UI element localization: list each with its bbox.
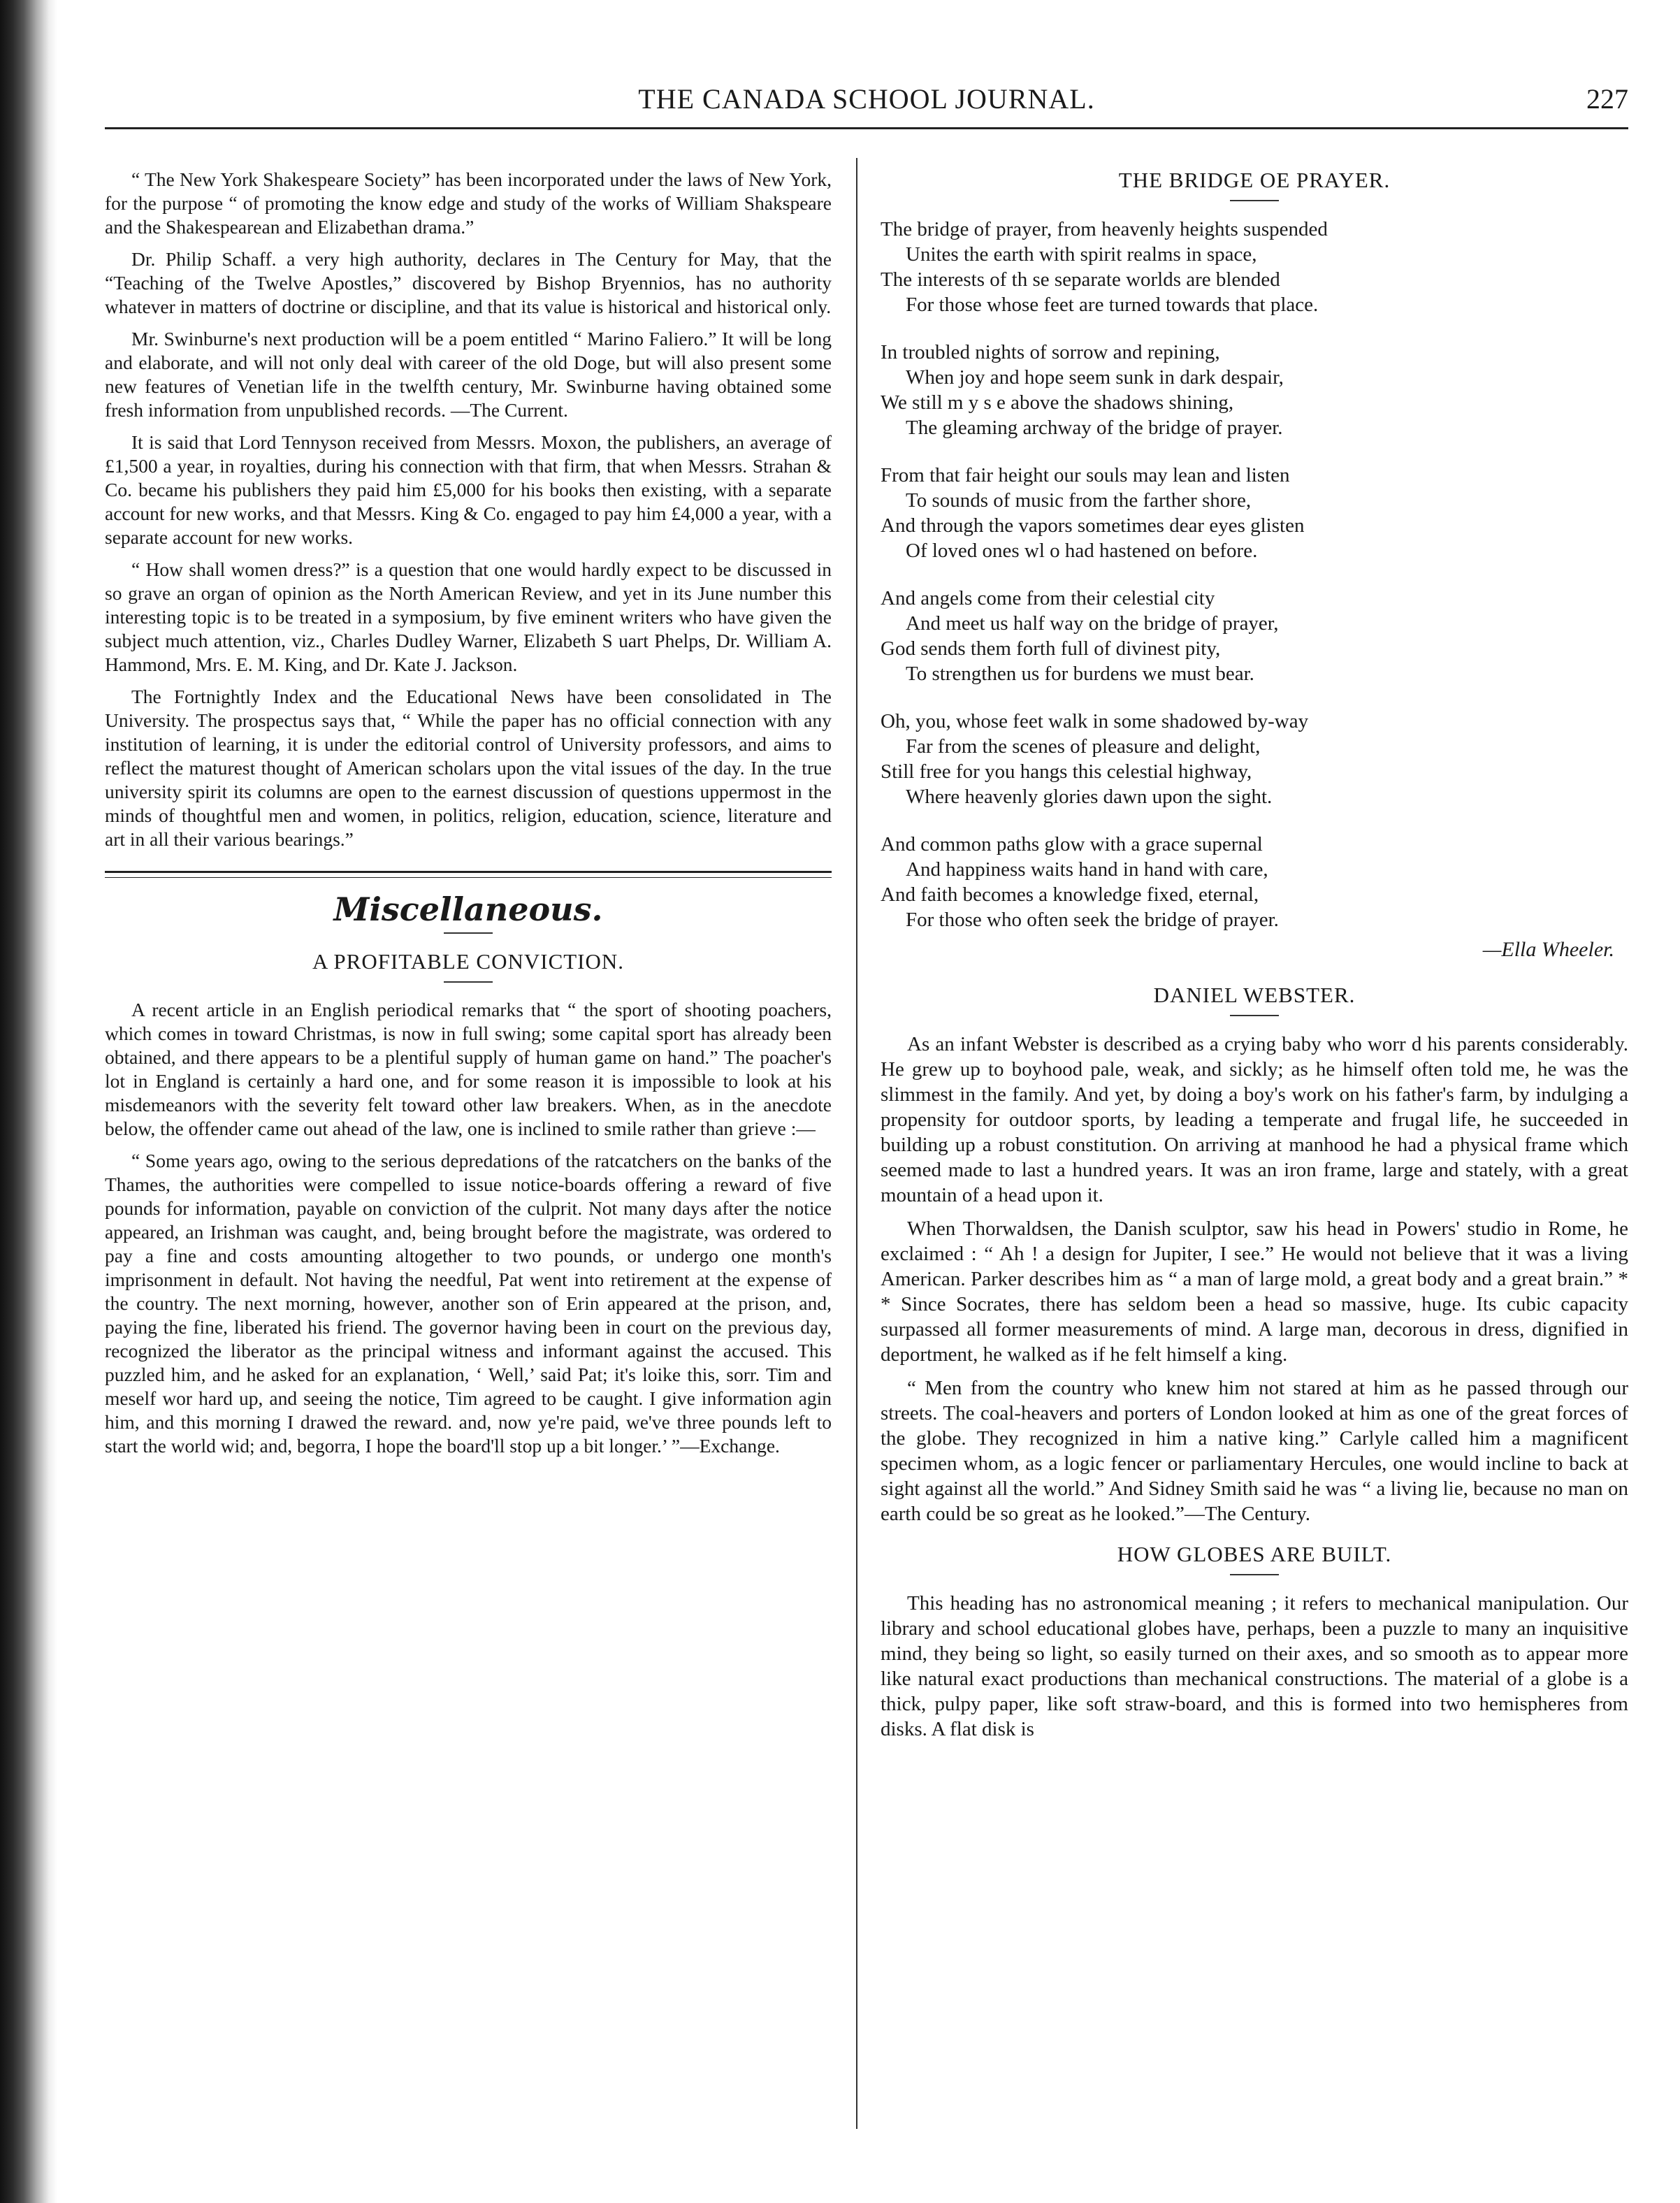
webster-title-rule <box>1230 1015 1279 1016</box>
poem-line: From that fair height our souls may lean and listen <box>881 464 1290 486</box>
poem-stanza <box>881 709 1628 809</box>
poem-author: —Ella Wheeler. <box>1482 938 1614 961</box>
poem-line: We still m y s e above the shadows shining, <box>881 391 1234 414</box>
poem-stanza <box>881 340 1628 440</box>
title-short-rule <box>444 981 493 983</box>
section-heading-miscellaneous: Miscellaneous. <box>333 890 603 928</box>
poem-line: And common paths glow with a grace supernal <box>881 833 1263 855</box>
webster-paragraph: “ Men from the country who knew him not stared at him as he passed through our streets. The coal-heavers and porters of London looked at him as one of the great forces of the globe. They recognized in him a native king.” Carlyle called him a magnificent specimen whom, as a logic fencer or parliamentary Hercules, one would incline to back at sight against all the world.” And Sidney Smith said he was “ a living lie, because no man on earth could be so great as he looked.”—The Century. <box>881 1377 1628 1525</box>
page-number: 227 <box>1586 83 1628 115</box>
poem-line: To sounds of music from the farther shore, <box>906 489 1252 512</box>
poem-line: Where heavenly glories dawn upon the sight. <box>906 786 1273 808</box>
right-column <box>881 168 1628 1750</box>
globes-paragraph: This heading has no astronomical meaning ; it refers to mechanical manipulation. Our library and school educational globes have, perhaps, been a puzzle to many an inquisitive mind, they being so light, so easily turned on their axes, and so smooth as to appear more like natural exact productions than mechanical constructions. The material of a globe is a thick, pulpy paper, like soft straw-board, and this is formed into two hemispheres from disks. A flat disk is <box>881 1592 1628 1740</box>
webster-paragraph: When Thorwaldsen, the Danish sculptor, saw his head in Powers' studio in Rome, he exclaimed : “ Ah ! a design for Jupiter, I see.” He would not believe that it was a living American. Parker describes him as “ a man of large mold, a great body and a great brain.” * * Since Socrates, there has seldom been a head so massive, huge. Its cubic capacity surpassed all former measurements of mind. A large man, decorous in dress, dignified in deportment, he walked as if he felt himself a king. <box>881 1218 1628 1366</box>
note-fortnightly-index: The Fortnightly Index and the Educational News have been consolidated in The University. The prospectus says that, “ While the paper has no official connection with any institution of learning, it is under the editorial control of University professors, and aims to reflect the maturest thought of American scholars upon the vital issues of the day. In the true university spirit its columns are open to the earnest discussion of questions uppermost in the minds of thoughtful men and women, in politics, religion, education, science, literature and art in all their various bearings.” <box>105 686 832 850</box>
note-women-dress: “ How shall women dress?” is a question that one would hardly expect to be discussed in so grave an organ of opinion as the North American Review, and yet in its June number this interesting topic is to be treated in a symposium, by five eminent writers who have given the subject much attention, viz., Charles Dudley Warner, Elizabeth S uart Phelps, Dr. William A. Hammond, Mrs. E. M. King, and Dr. Kate J. Jackson. <box>105 558 832 675</box>
poem-line: And meet us half way on the bridge of prayer, <box>906 612 1279 635</box>
poem-stanza <box>881 463 1628 563</box>
poem-line: When joy and hope seem sunk in dark despair, <box>906 366 1284 389</box>
poem-line: And angels come from their celestial city <box>881 587 1215 609</box>
note-schaff: Dr. Philip Schaff. a very high authority, declares in The Century for May, that the “Teaching of the Twelve Apostles,” discovered by Bishop Bryennios, has no authority whatever in matters of doctrine or discipline, and that its value is historical and historical only. <box>105 248 832 317</box>
poem-line: God sends them forth full of divinest pity, <box>881 637 1221 660</box>
article-title-profitable-conviction: A PROFITABLE CONVICTION. <box>312 949 625 974</box>
note-tennyson: It is said that Lord Tennyson received from Messrs. Moxon, the publishers, an average of £1,500 a year, in royalties, during his connection with that firm, that when Messrs. Strahan & Co. became his publishers they paid him £5,000 for his books then existing, with a separate account for new works, and that Messrs. King & Co. engaged to pay him £4,000 a year, with a separate account for new works. <box>105 431 832 548</box>
poem-line: Unites the earth with spirit realms in space, <box>906 243 1257 266</box>
poem-line: The gleaming archway of the bridge of prayer. <box>906 417 1283 439</box>
poem-line: Oh, you, whose feet walk in some shadowed by-way <box>881 710 1309 732</box>
article-paragraph: A recent article in an English periodical remarks that “ the sport of shooting poachers, which comes in toward Christmas, is now in full swing; some capital sport has already been obtained, and there appears to be a plentiful supply of human game on hand.” The poacher's lot in England is certainly a hard one, and for some reason it is impossible to look at his misdemeanors with the severity felt toward other law breakers. When, as in the anecdote below, the offender came out ahead of the law, one is inclined to smile rather than grieve :— <box>105 999 832 1139</box>
poem-line: For those who often seek the bridge of prayer. <box>906 909 1279 931</box>
section-double-rule <box>105 871 832 878</box>
article-title-globes: HOW GLOBES ARE BUILT. <box>1117 1542 1392 1566</box>
journal-title: THE CANADA SCHOOL JOURNAL. <box>638 83 1095 115</box>
page-header <box>105 82 1628 131</box>
poem-line: Still free for you hangs this celestial highway, <box>881 760 1252 783</box>
poem-title-rule <box>1230 200 1279 201</box>
poem-stanza <box>881 586 1628 686</box>
poem-line: And through the vapors sometimes dear eyes glisten <box>881 514 1305 537</box>
poem-title: THE BRIDGE OE PRAYER. <box>1118 168 1391 192</box>
section-short-rule <box>444 932 493 934</box>
poem-line: And faith becomes a knowledge fixed, eternal, <box>881 883 1259 906</box>
poem-line: And happiness waits hand in hand with care, <box>906 858 1268 881</box>
note-shakespeare-society: “ The New York Shakespeare Society” has been incorporated under the laws of New York, for the purpose “ of promoting the know edge and study of the works of William Shakspeare and the Shakespearean and Elizabethan drama.” <box>105 168 832 238</box>
poem-stanza <box>881 832 1628 932</box>
poem-line: Of loved ones wl o had hastened on before. <box>906 540 1258 562</box>
header-rule <box>105 127 1628 129</box>
poem-line: In troubled nights of sorrow and repining, <box>881 341 1220 363</box>
webster-paragraph: As an infant Webster is described as a crying baby who worr d his parents considerably. He grew up to boyhood pale, weak, and sickly; as he himself often told me, he was the slimmest in the family. And yet, by doing a boy's work on his father's farm, by indulging a propensity for outdoor sports, by leading a temperate and frugal life, he succeeded in building up a robust constitution. On arriving at manhood he had a physical frame which seemed made to last a hundred years. It was an iron frame, large and stately, with a great mountain of a head upon it. <box>881 1033 1628 1206</box>
column-divider <box>856 158 857 2129</box>
poem-line: For those whose feet are turned towards that place. <box>906 294 1319 316</box>
left-column <box>105 168 832 1466</box>
poem-line: The bridge of prayer, from heavenly heights suspended <box>881 218 1328 240</box>
poem-stanza <box>881 217 1628 317</box>
globes-title-rule <box>1230 1574 1279 1575</box>
poem-line: To strengthen us for burdens we must bear. <box>906 663 1254 685</box>
book-binding-shadow <box>0 0 57 2203</box>
note-swinburne: Mr. Swinburne's next production will be a poem entitled “ Marino Faliero.” It will be long and elaborate, and will not only deal with career of the old Doge, but will also present some new features of Venetian life in the twelfth century, Mr. Swinburne having obtained some fresh information from unpublished records. —The Current. <box>105 328 832 421</box>
article-paragraph: “ Some years ago, owing to the serious depredations of the ratcatchers on the banks of the Thames, the authorities were compelled to issue notice-boards offering a reward of five pounds for information, payable on conviction of the culprit. Not many days after the notice appeared, an Irishman was caught, and, being brought before the magistrate, was ordered to pay a fine and costs amounting altogether to two pounds, or undergo one month's imprisonment in default. Not having the needful, Pat went into retirement at the expense of the country. The next morning, however, another son of Erin appeared at the prison, and, paying the fine, liberated his friend. The governor having been in court on the previous day, recognized the liberator as the principal witness and informant against the accused. This puzzled him, and he asked for an explanation, ‘ Well,’ said Pat; it's loike this, sorr. Tim and meself wor hard up, and seeing the notice, Tim agreed to be caught. I give information agin him, and this morning I drawed the reward. and, now ye're paid, we've three pounds left to start the world wid; and, begorra, I hope the board'll stop up a bit longer.’ ”—Exchange. <box>105 1150 832 1457</box>
journal-page <box>105 82 1628 2165</box>
poem-line: Far from the scenes of pleasure and delight, <box>906 735 1261 758</box>
poem-line: The interests of th se separate worlds are blended <box>881 268 1280 291</box>
poem-body <box>881 217 1628 932</box>
article-title-daniel-webster: DANIEL WEBSTER. <box>1153 983 1356 1007</box>
